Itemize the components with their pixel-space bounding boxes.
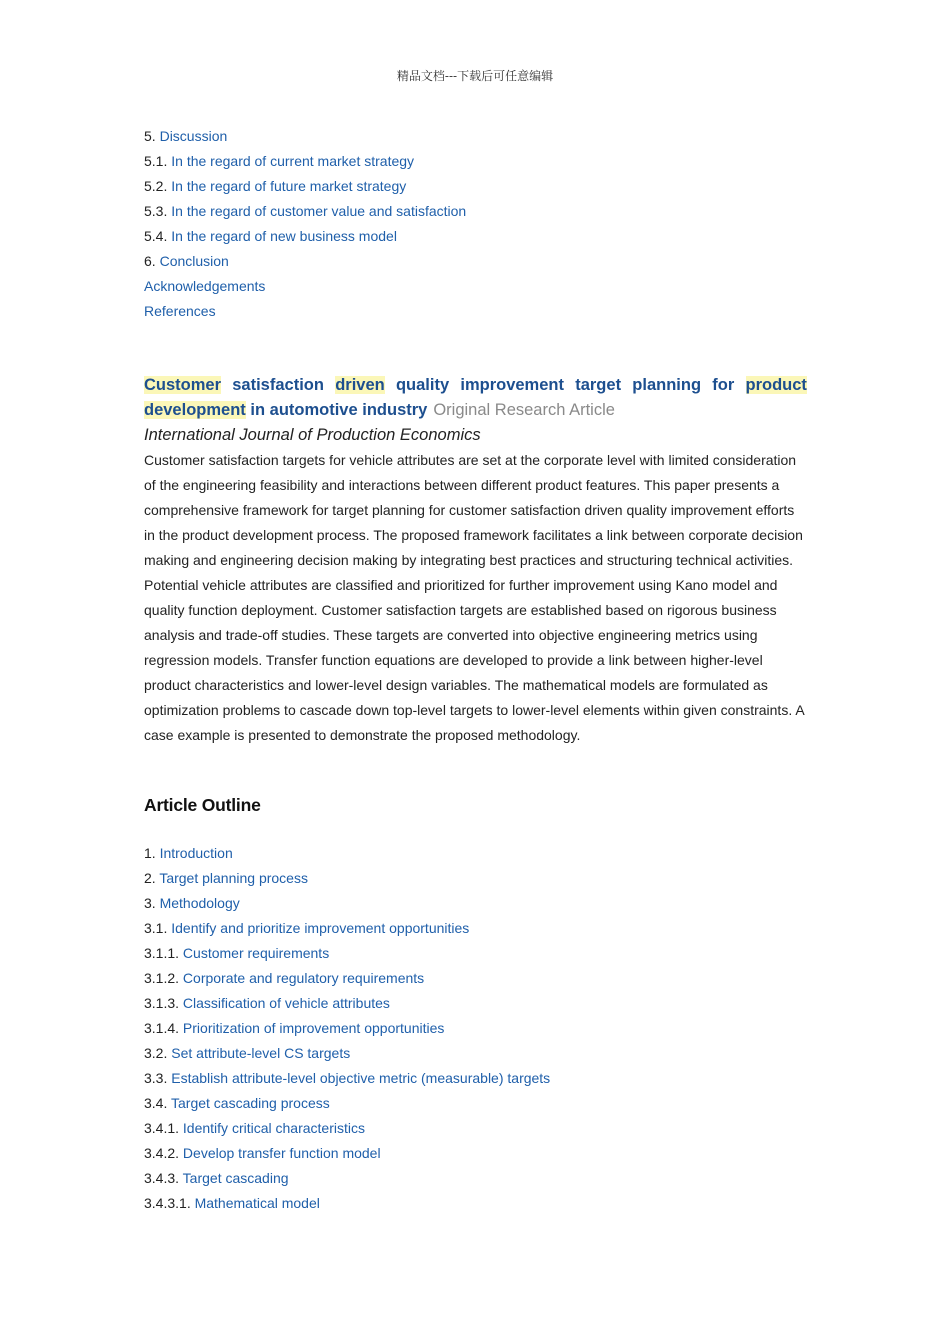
toc-item	[144, 299, 807, 324]
toc-link[interactable]: In the regard of customer value and satisfaction	[171, 203, 467, 219]
toc-link[interactable]: In the regard of current market strategy	[171, 153, 415, 169]
outline-link[interactable]: Customer requirements	[182, 945, 330, 961]
outline-link[interactable]: Establish attribute-level objective metric (measurable) targets	[171, 1070, 551, 1086]
outline-link[interactable]: Mathematical model	[194, 1195, 320, 1211]
outline-link[interactable]: Target planning process	[159, 870, 308, 886]
outline-item: 3.4. Target cascading process	[144, 1095, 330, 1111]
toc-link-acknowledgements[interactable]: Acknowledgements	[144, 278, 266, 294]
journal-name: International Journal of Production Economics	[144, 426, 481, 444]
outline-item: 3.2. Set attribute-level CS targets	[144, 1045, 351, 1061]
outline-link[interactable]: Identify critical characteristics	[182, 1120, 365, 1136]
outline-item: 3.4.1. Identify critical characteristics	[144, 1120, 365, 1136]
outline-item: 3.1.4. Prioritization of improvement opportunities	[144, 1020, 445, 1036]
toc-item: 5. Discussion	[144, 128, 228, 144]
article-outline	[144, 841, 807, 1216]
article-title-link[interactable]: Customer satisfaction driven quality improvement target planning for product development in automotive industry Original Research Article	[144, 376, 807, 419]
toc-link-discussion[interactable]: Discussion	[159, 128, 228, 144]
toc-link-conclusion[interactable]: Conclusion	[159, 253, 229, 269]
outline-item: 3.1.3. Classification of vehicle attributes	[144, 995, 390, 1011]
outline-item: 1. Introduction	[144, 845, 233, 861]
outline-item: 3.4.2. Develop transfer function model	[144, 1145, 381, 1161]
outline-link-introduction[interactable]: Introduction	[159, 845, 233, 861]
outline-link[interactable]: Target cascading	[182, 1170, 289, 1186]
outline-link[interactable]: Corporate and regulatory requirements	[182, 970, 425, 986]
toc-item: 6. Conclusion	[144, 253, 229, 269]
outline-item: 3. Methodology	[144, 895, 240, 911]
outline-item: 2. Target planning process	[144, 870, 308, 886]
outline-link-methodology[interactable]: Methodology	[159, 895, 240, 911]
outline-item: 3.4.3.1. Mathematical model	[144, 1195, 320, 1211]
article-outline-heading: Article Outline	[144, 795, 261, 815]
article-entry	[144, 373, 807, 748]
toc-item: 5.3. In the regard of customer value and satisfaction	[144, 203, 467, 219]
outline-link[interactable]: Set attribute-level CS targets	[171, 1045, 351, 1061]
outline-item: 3.1.1. Customer requirements	[144, 945, 330, 961]
outline-item: 3.1.2. Corporate and regulatory requirements	[144, 970, 425, 986]
page-header: 精品文档---下载后可任意编辑	[396, 69, 554, 83]
outline-item: 3.4.3. Target cascading	[144, 1170, 289, 1186]
toc-link[interactable]: In the regard of new business model	[171, 228, 397, 244]
outline-link[interactable]: Develop transfer function model	[182, 1145, 381, 1161]
outline-item: 3.1. Identify and prioritize improvement opportunities	[144, 920, 470, 936]
toc-item: 5.1. In the regard of current market strategy	[144, 153, 415, 169]
toc-item: 5.4. In the regard of new business model	[144, 228, 397, 244]
outline-link[interactable]: Target cascading process	[171, 1095, 330, 1111]
outline-link[interactable]: Prioritization of improvement opportunities	[182, 1020, 445, 1036]
article-abstract: Customer satisfaction targets for vehicle attributes are set at the corporate level with limited consideration of the engineering feasibility and interactions between different product features. This paper presents a comprehensive framework for target planning for customer satisfaction driven quality improvement efforts in the product development process. The proposed framework facilitates a link between corporate decision making and engineering decision making by integrating best practices and structuring technical activities. Potential vehicle attributes are classified and prioritized for further improvement using Kano model and quality function deployment. Customer satisfaction targets are established based on rigorous business analysis and trade-off studies. These targets are converted into objective engineering metrics using regression models. Transfer function equations are developed to provide a link between higher-level product characteristics and lower-level design variables. The mathematical models are formulated as optimization problems to cascade down top-level targets to lower-level elements within given constraints. A case example is presented to demonstrate the proposed methodology.	[144, 452, 804, 743]
outline-link[interactable]: Identify and prioritize improvement opportunities	[171, 920, 470, 936]
article-type: Original Research Article	[433, 401, 615, 419]
toc-item: 5.2. In the regard of future market strategy	[144, 178, 407, 194]
outline-item: 3.3. Establish attribute-level objective metric (measurable) targets	[144, 1070, 551, 1086]
toc-item	[144, 274, 807, 299]
toc-top	[144, 124, 807, 324]
outline-link[interactable]: Classification of vehicle attributes	[182, 995, 390, 1011]
toc-link[interactable]: In the regard of future market strategy	[171, 178, 407, 194]
toc-link-references[interactable]: References	[144, 303, 216, 319]
